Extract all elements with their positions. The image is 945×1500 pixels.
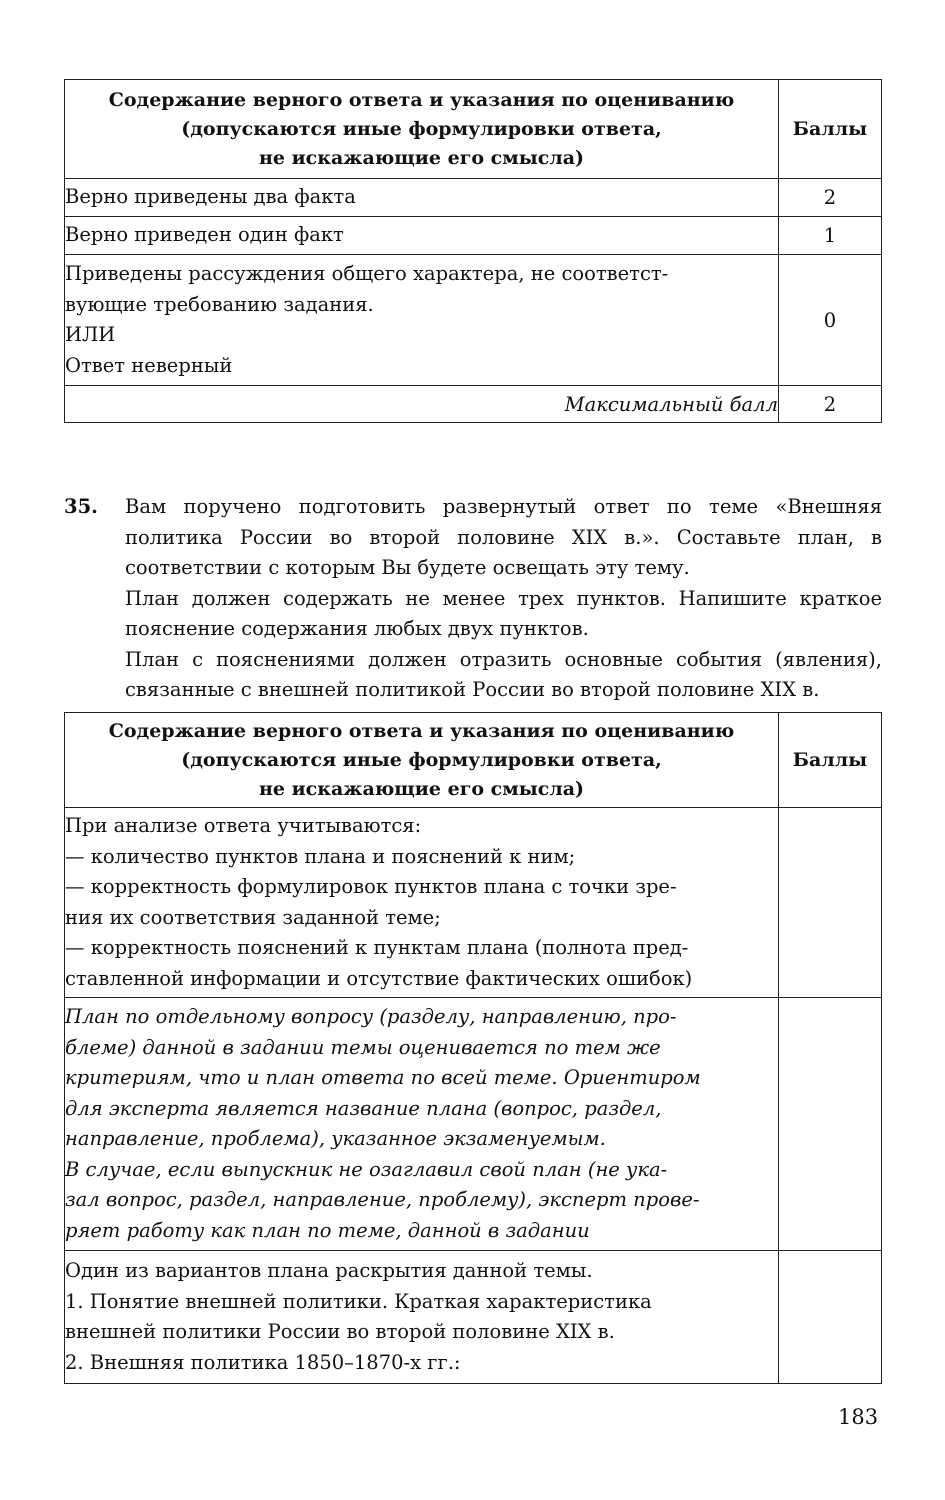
table1-header-score: Баллы (779, 80, 882, 179)
question-paragraph: Вам поручено подготовить развернутый ответ по теме «Внешняя политика России во второй половине XIX в.». Составьте план, в соответствии с которым Вы будете освещать эту тему. (125, 495, 882, 579)
question-number: 35. (64, 495, 98, 518)
row-line: При анализе ответа учитываются: (65, 814, 422, 837)
table-row (65, 217, 882, 255)
table2-header-line: не искажающие его смысла) (258, 777, 585, 800)
row-line: Один из вариантов плана раскрытия данной темы. (65, 1259, 593, 1282)
table-row-max (65, 386, 882, 423)
row-text: Верно приведен один факт (65, 217, 779, 255)
table2-header-line: Содержание верного ответа и указания по оцениванию (108, 719, 735, 742)
row-line: для эксперта является название плана (вопрос, раздел, (65, 1096, 662, 1120)
row-line: внешней политики России во второй половине XIX в. (65, 1320, 615, 1343)
table2-header-line: (допускаются иные формулировки ответа, (181, 748, 662, 771)
table2-header-score: Баллы (779, 713, 882, 808)
table-row (65, 1251, 882, 1384)
question-paragraph: План с пояснениями должен отразить основные события (явления), связанные с внешней политикой России во второй половине XIX в. (125, 647, 882, 701)
row-line: В случае, если выпускник не озаглавил свой план (не ука- (65, 1157, 668, 1181)
table1-header-content (65, 80, 779, 179)
row-text (65, 255, 779, 386)
page-number: 183 (838, 1405, 879, 1429)
row-line: зал вопрос, раздел, направление, проблему), эксперт прове- (65, 1188, 700, 1211)
row-line: ИЛИ (65, 323, 116, 346)
row-line: вующие требованию задания. (65, 292, 374, 316)
table-row (65, 808, 882, 998)
row-line: 2. Внешняя политика 1850–1870-х гг.: (65, 1350, 461, 1374)
row-line: направление, проблема), указанное экзаменуемым. (65, 1127, 606, 1150)
table1-header-line: (допускаются иные формулировки ответа, (181, 117, 662, 140)
row-line: Ответ неверный (65, 353, 233, 377)
table1-header-line: не искажающие его смысла) (258, 146, 585, 169)
table2-header-content (65, 713, 779, 808)
grading-table-2 (64, 712, 882, 1384)
max-score-label: Максимальный балл (65, 386, 779, 423)
row-score: 0 (779, 255, 882, 386)
row-line: План по отдельному вопросу (разделу, направлению, про- (65, 1005, 677, 1028)
table-row (65, 179, 882, 217)
row-score: 2 (779, 179, 882, 217)
row-line: критериям, что и план ответа по всей теме. Ориентиром (65, 1066, 701, 1089)
row-score-empty (779, 1251, 882, 1384)
table-row (65, 998, 882, 1251)
question-35 (64, 492, 882, 706)
row-score-empty (779, 998, 882, 1251)
row-line: ряет работу как план по теме, данной в задании (65, 1218, 590, 1242)
row-line: — корректность формулировок пунктов плана с точки зре- (65, 875, 677, 898)
grading-table-1 (64, 79, 882, 423)
row-line: ния их соответствия заданной теме; (65, 905, 441, 929)
table-row (65, 255, 882, 386)
row-line: 1. Понятие внешней политики. Краткая характеристика (65, 1289, 652, 1313)
row-line: — корректность пояснений к пунктам плана (полнота пред- (65, 936, 689, 959)
row-score: 1 (779, 217, 882, 255)
row-text: Верно приведены два факта (65, 179, 779, 217)
row-line: — количество пунктов плана и пояснений к ним; (65, 844, 576, 868)
plan-variant-text (65, 1251, 779, 1384)
row-score-empty (779, 808, 882, 998)
criteria-text (65, 808, 779, 998)
row-line: ставленной информации и отсутствие фактических ошибок) (65, 966, 693, 990)
note-text (65, 998, 779, 1251)
table1-header-line: Содержание верного ответа и указания по оцениванию (108, 88, 735, 111)
max-score-value: 2 (779, 386, 882, 423)
row-line: блеме) данной в задании темы оценивается по тем же (65, 1035, 661, 1059)
question-paragraph: План должен содержать не менее трех пунктов. Напишите краткое пояснение содержания любых двух пунктов. (125, 586, 882, 640)
row-line: Приведены рассуждения общего характера, не соответст- (65, 262, 669, 285)
